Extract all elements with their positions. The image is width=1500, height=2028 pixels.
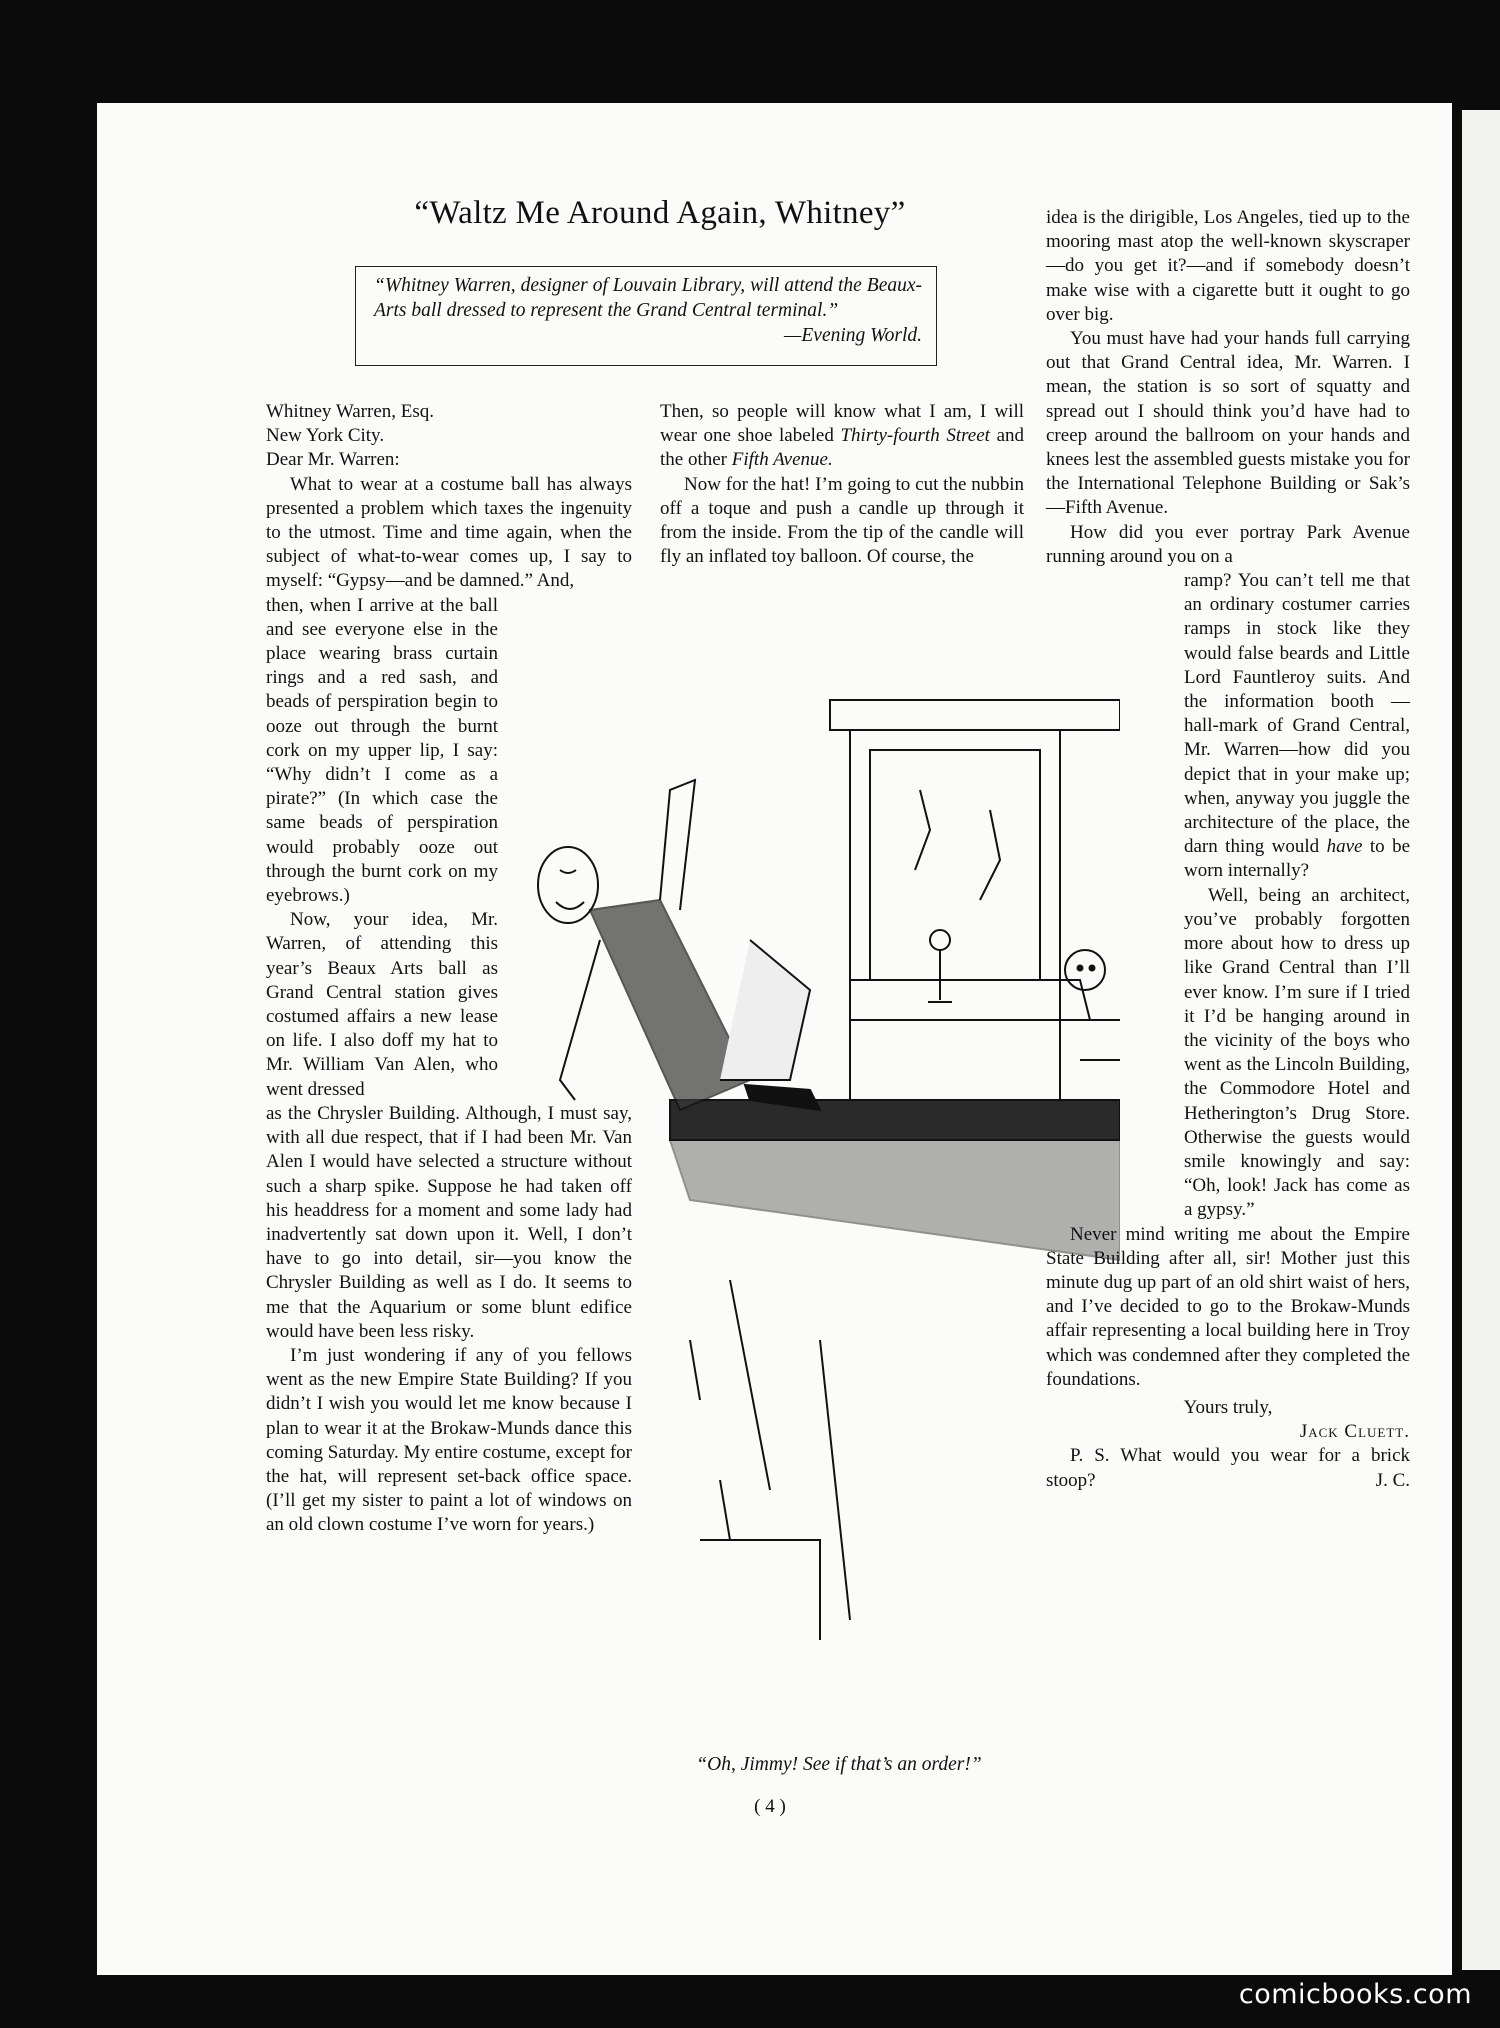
illustration-caption: “Oh, Jimmy! See if that’s an order!” [696, 1754, 982, 1775]
paragraph: What to wear at a costume ball has always presented a problem which taxes the ingenuity to the utmost. Time and time again, when the subject of what-to-wear comes up, I say to myself: “Gypsy—and be damned.” And, [266, 473, 632, 592]
paragraph: as the Chrysler Building. Although, I must say, with all due respect, that if I had been Mr. Van Alen I would have selected a structure without such a sharp spike. Suppose he had taken off his headdress for a moment and some lady had inadvertently sat down upon it. Well, I don’t have to go into detail, sir—you know the Chrysler Building as well as I do. It seems to me that the Aquarium or some blunt edifice would have been less risky. [266, 1102, 632, 1342]
column-3 [1046, 206, 1410, 1493]
paragraph: Well, being an architect, you’ve probably forgotten more about how to dress up like Grand Central than I’ll ever know. I’m sure if I tried it I’d be hanging around in the vicinity of the boys who went as the Lincoln Building, the Commodore Hotel and Hetherington’s Drug Store. Otherwise the guests would smile knowingly and say: “Oh, look! Jack has come as a gypsy.” [1184, 884, 1410, 1221]
building-lines [690, 1280, 850, 1620]
paragraph [1184, 569, 1410, 884]
epigraph-source: —Evening World. [784, 325, 922, 346]
text-run: and the other [660, 425, 1024, 471]
page-number: ( 4 ) [754, 1796, 786, 1817]
closing: Yours truly, [1183, 1396, 1273, 1418]
window-pane [870, 750, 1040, 980]
article-title: “Waltz Me Around Again, Whitney” [414, 195, 906, 231]
next-page-edge [1462, 110, 1500, 1970]
text-run: Then, so people will know what I am, I will wear one shoe labeled [660, 401, 1024, 447]
man-trousers [720, 940, 810, 1080]
column-2 [660, 400, 1024, 569]
watermark: comicbooks.com [1238, 1979, 1472, 2010]
emphasis-text: Fifth Avenue. [731, 449, 833, 471]
wrapped-text-block [266, 594, 498, 1102]
telephone-stand [928, 950, 952, 1002]
paragraph: then, when I arrive at the ball and see everyone else in the place wearing brass curtain rings and a red sash, and beads of perspiration begin to ooze out through the burnt cork on my upper lip, I say: “Why didn’t I come as a pirate?” (In which case the same beads of perspiration would probably ooze out through the burnt cork on my eyebrows.) [266, 594, 498, 907]
paragraph: You must have had your hands full carrying out that Grand Central idea, Mr. Warren. I mean, the station is so sort of squatty and spread out I should think you’d have had to creep around the ballroom on your hands and knees lest the assembled guests mistake you for the International Telephone Building or Sak’s—Fifth Avenue. [1046, 328, 1410, 519]
text-run: to be worn internally? [1184, 836, 1410, 882]
man-face [556, 870, 584, 909]
postscript-text: P. S. What would you wear for a brick stoop? [1046, 1445, 1410, 1491]
cartoon-illustration [520, 640, 1120, 1640]
lower-window-corner [700, 1540, 820, 1640]
postscript-initials: J. C. [1375, 1469, 1410, 1491]
salutation-line: New York City. [266, 425, 385, 447]
emphasis-text: have [1326, 836, 1363, 858]
man-lowered-arm [560, 940, 600, 1100]
salutation [266, 400, 632, 473]
epigraph-box [355, 266, 937, 366]
paragraph: I’m just wondering if any of you fellows went as the new Empire State Building? If you didn’t I wish you would let me know because I plan to wear it at the Brokaw-Munds dance this coming Saturday. My entire costume, except for the hat, will represent set-back office space. (I’ll get my sister to paint a lot of windows on an old clown costume I’ve worn for years.) [266, 1344, 632, 1536]
salutation-line: Whitney Warren, Esq. [266, 401, 435, 422]
telephone [930, 930, 950, 950]
signature: Jack Cluett. [1299, 1421, 1410, 1443]
epigraph-quote: “Whitney Warren, designer of Louvain Library, will attend the Beaux-Arts ball dressed to represent the Grand Central terminal.” [374, 275, 922, 321]
paragraph [660, 400, 1024, 473]
emphasis-text: Thirty-fourth Street [840, 425, 990, 447]
paragraph: Now, your idea, Mr. Warren, of attending this year’s Beaux Arts ball as Grand Central station gives costumed affairs a new lease on life. I also doff my hat to Mr. William Van Alen, who went dressed [266, 909, 498, 1100]
wrapped-text-block [1184, 569, 1410, 1222]
window-frame [850, 730, 1060, 1110]
man-head [538, 847, 598, 923]
paragraph: Now for the hat! I’m going to cut the nubbin off a toque and push a candle up through it from the inside. From the tip of the candle will fly an inflated toy balloon. Of course, the [660, 473, 1024, 568]
text-run: ramp? You can’t tell me that an ordinary costumer carries ramps in stock like they would false beards and Little Lord Fauntleroy suits. And the information booth — hall-mark of Grand Central, Mr. Warren—how did you depict that in your make up; when, anyway you juggle the architecture of the place, the darn thing would [1184, 570, 1410, 858]
paragraph: How did you ever portray Park Avenue running around you on a [1046, 521, 1410, 567]
paragraph: Never mind writing me about the Empire State Building after all, sir! Mother just this minute dug up part of an old shirt waist of hers, and I’ve decided to go to the Brokaw-Munds affair representing a local building here in Troy which was condemned after they completed the foundations. [1046, 1223, 1410, 1390]
glass-glare [915, 790, 1000, 900]
salutation-line: Dear Mr. Warren: [266, 449, 400, 471]
paragraph: idea is the dirigible, Los Angeles, tied up to the mooring mast atop the well-known skyscraper—do you get it?—and if somebody doesn’t make wise with a cigarette butt it ought to go over big. [1046, 207, 1410, 325]
man-raised-arm [660, 780, 695, 910]
postscript [1046, 1444, 1410, 1492]
